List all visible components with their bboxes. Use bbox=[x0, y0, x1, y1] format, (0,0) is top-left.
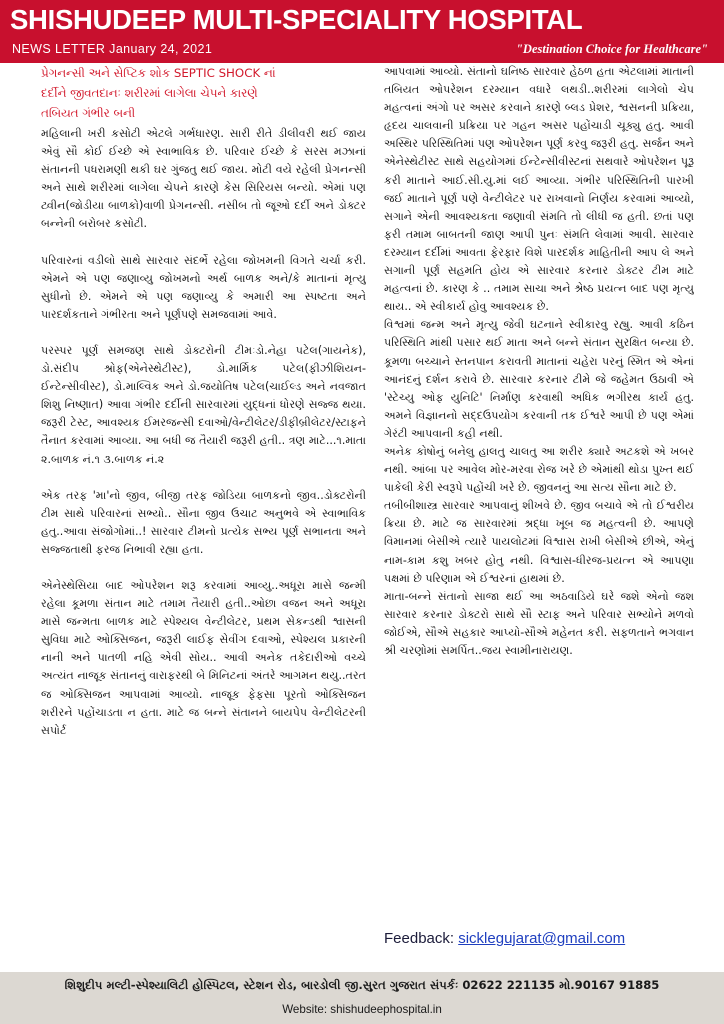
paragraph: આપવામાં આવ્યો. સંતાનો ઘનિષ્ઠ સારવાર હેઠળ હતા એટલામાં માતાની તબિયત ઓપરેશન દરમ્યાન વધારે લથડી..શરીરમાં લાગેલો ચેપ મહત્વનાં અંગો પર અસર કરવાને કારણે બ્લડ પ્રેશર, શ્વસનની પ્રક્રિયા, હૃદય ચાલવાની પ્રક્રિયા પર ગહન અસર પહોંચાડી ચૂક્યુ હતુ. આવી અસ્થિર પરિસ્થિતિમાં પણ ઓપરેશન પૂર્ણ કરવુ જરૂરી હતુ. સર્જન અને એનેસ્થેટીસ્ટ સાથે સહયોગમાં ઈન્ટેન્સીવીસ્ટનાં સથવારે ઓપરેશન પૂરૂ કરી માતાને આઈ.સી.યુ.માં લઈ આવ્યા. ગંભીર પરિસ્થિતિની પારખી જઈ માતાને પૂર્ણ પણે વેન્ટીલેટર પર રાખવાનો નિર્ણય કરવામાં આવ્યો, સગાને એની આવશ્યકતા જણાવી સંમતિ તો લીધી જ હતી. છતાં પણ ફરી તમામ બાબતની જાણ આપી પુનઃ સંમતિ લેવામાં આવી. સારવાર દરમ્યાન દર્દીમાં આવતા ફેરફાર વિશે પારદર્શક માહિતીની આપ લે અને સગાની પૂર્ણ સહમતિ હોય એ સારવાર કરનાર ડોક્ટર ટીમ માટે મહત્વનાં છે. કારણ કે .. તમામ સાચા અને શ્રેષ્ઠ પ્રયત્ન બાદ પણ મૃત્યુ થાય.. એ સ્વીકાર્ય હોવુ આવશ્યક છે. bbox=[384, 65, 694, 314]
article-headline bbox=[41, 63, 366, 123]
paragraph: પરિવારનાં વડીલો સાથે સારવાર સંદર્ભે રહેલા જોખમની વિગતે ચર્ચા કરી. એમને એ પણ જણાવ્યુ જોખમનો અર્થ બાળક અને/કે માતાનાં મૃત્યુ સુધીનો છે. એમને એ પણ જણાવ્યુ કે અમારી આ સ્પષ્ટતા અને પારદર્શકતાને ગંભીરતા અને પૂર્ણપણે સમજવામાં આવે. bbox=[41, 253, 366, 321]
left-column bbox=[41, 63, 366, 961]
paragraph: એનેસ્થેસિયા બાદ ઓપરેશન શરૂ કરવામાં આવ્યુ..અધૂરા માસે જન્મી રહેલા કૂમળા સંતાન માટે તમામ તૈયારી હતી..ઓછા વજન અને અધૂરા માસે જન્મતા બાળક માટે સ્પેશ્યલ વેન્ટીલેટર, પ્રથમ સેકન્ડથી શ્વાસની સુવિધા માટે ઓક્સિજન, જરૂરી લાઈફ સેવીંગ દવાઓ, સ્પેશ્યલ પ્રકારની નાની અને પાતળી નહિ એવી સોય.. આવી અનેક તકેદારીઓ વચ્ચે અત્યંત નાજૂક સંતાનનું વારાફરથી બે મિનિટનાં અંતરે આગમન થયુ..તરત જ ઓક્સિજન આપવામાં આવ્યો. નાજૂક ફેફસા પૂરતો ઓક્સિજન શરીરને પહોંચાડતા ન હતા. માટે જ બન્ને સંતાનને બાયપેપ વેન્ટીલેટરની સપોર્ટ bbox=[41, 578, 366, 737]
paragraph: એક તરફ 'મા'નો જીવ, બીજી તરફ જોડિયા બાળકનો જીવ..ડોક્ટરોની ટીમ સાથે પરિવારનાં સભ્યો.. સૌના જીવ ઉચાટ અનુભવે એ સ્વાભાવિક હતુ..આવા સંજોગોમાં..! સારવાર ટીમનો પ્રત્યેક સભ્ય પૂર્ણ સભાનતા અને સજ્જતાથી ફરજ નિભાવી રહ્યા હતા. bbox=[41, 488, 366, 556]
paragraph: મહિલાની ખરી કસોટી એટલે ગર્ભધારણ. સારી રીતે ડીલીવરી થઈ જાય એવું સૌ કોઈ ઈચ્છે એ સ્વાભાવિક છે. પરિવાર ઈચ્છે કે સરસ મઝાનાં સંતાનની પધરામણી થકી ઘર ગુંજતુ થઈ જાય. મોટી વયે રહેલી પ્રેગનન્સી અને સાથે શરીરમાં લાગેલા ચેપને કારણે કેસ સિરિયસ બન્યો. એમાં પણ ટ્વીન(જોડીયા બાળકો)વાળી પ્રેગનન્સી. નસીબ તો જૂઓ દર્દી અને ડોક્ટર બન્નેની બરોબર કસોટી. bbox=[41, 127, 366, 231]
paragraph: માતા-બન્ને સંતાનો સાજા થઈ આ અઠવાડિયે ઘરે જશે એનો જશ સારવાર કરનાર ડોક્ટરો સાથે સૌ સ્ટાફ અને પરિવાર સભ્યોને મળવો જોઈએ, સૌએ સહકાર આપ્યો-સૌએ મહેનત કરી. સફળતાને ભગવાન શ્રી ચરણોમાં સમર્પિત..જય સ્વામીનારાયણ. bbox=[384, 589, 694, 657]
headline-line-3: તબિયત ગંભીર બની bbox=[41, 106, 136, 120]
footer-website[interactable]: Website: shishudeephospital.in bbox=[282, 1003, 442, 1016]
feedback-email-link[interactable]: sicklegujarat@gmail.com bbox=[458, 930, 626, 947]
headline-line-2: દર્દીને જીવતદાનઃ શરીરમાં લાગેલા ચેપને કારણે bbox=[41, 86, 258, 100]
headline-line-1: પ્રેગનન્સી અને સેપ્ટિક શોક SEPTIC SHOCK નાં bbox=[41, 66, 276, 80]
feedback-line bbox=[384, 930, 625, 947]
paragraph: તબીબીશાસ્ત્ર સારવાર આપવાનું શીખવે છે. જીવ બચાવે એ તો ઈશ્વરીય ક્રિયા છે. માટે જ સારવારમાં શ્રદ્ધા ખૂબ જ મહત્વની છે. આપણે વિમાનમાં બેસીએ ત્યારે પાયલોટમાં વિશ્વાસ રાખી બેસીએ છીએ, એનું નામ-કામ કશુ ખબર હોતુ નથી. વિશ્વાસ-ધીરજ-પ્રયત્ન એ આપણા પક્ષમાં છે પરિણામ એ ઈશ્વરનાં હાથમાં છે. bbox=[384, 499, 694, 585]
newsletter-date: NEWS LETTER January 24, 2021 bbox=[12, 42, 213, 56]
paragraph: અનેક કોષોનું બનેલુ હાલતુ ચાલતુ આ શરીર ક્યારે અટકશે એ ખબર નથી. આંબા પર આવેલ મોર-મરવા રોજ ખરે છે એમાંથી થોડા પુખ્ત થઈ પાકેલી કેરી સ્વરૂપે પહોંચી ખરે છે. જીવનનું આ સત્ય સૌના માટે છે. bbox=[384, 444, 694, 495]
hospital-title: SHISHUDEEP MULTI-SPECIALITY HOSPITAL bbox=[10, 4, 583, 35]
footer bbox=[0, 972, 724, 1024]
feedback-label: Feedback: bbox=[384, 930, 459, 947]
right-column bbox=[384, 63, 694, 924]
tagline: "Destination Choice for Healthcare" bbox=[515, 42, 708, 56]
newsletter-header bbox=[0, 0, 724, 63]
footer-address: શિશુદીપ મલ્ટી-સ્પેશ્યાલિટી હોસ્પિટલ, સ્ટેશન રોડ, બારડોલી જી.સુરત ગુજરાત સંપર્કઃ 02622 221135 મો.90167 91885 bbox=[64, 978, 660, 992]
paragraph: વિશ્વમાં જન્મ અને મૃત્યુ જેવી ઘટનાને સ્વીકારવુ રહ્યુ. આવી કઠિન પરિસ્થિતિ માંથી પસાર થઈ માતા અને બન્ને સંતાન સુરક્ષિત બન્યા છે. કૂમળા બચ્ચાને સ્તનપાન કરાવતી માતાનાં ચહેરા પરનું સ્મિત એ એનાં આનંદનું દર્શન કરાવે છે. સારવાર કરનાર ટીમે જે જહેમત ઉઠાવી એ 'સ્ટેચ્યુ ઓફ યુનિટિ' નિર્માણ કરવાથી અધિક ભગીરથ કાર્ય હતુ. અમને વિજ્ઞાનનો સદ્દઉપયોગ કરવાની તક ઈશ્વરે આપી છે પણ એમાં ગેરંટી આપવાની કહી નથી. bbox=[384, 318, 694, 440]
paragraph: પરસ્પર પૂર્ણ સમજણ સાથે ડોક્ટરોની ટીમઃડો.નેહા પટેલ(ગાયનેક), ડો.સંદીપ શ્રોફ(એનેસ્થેટીસ્ટ), ડો.માર્મિક પટેલ(ફીઝીશિયન-ઈન્ટેન્સીવીસ્ટ), ડો.માલ્વિક અને ડો.જયોતિષ પટેલ(ચાઈલ્ડ અને નવજાત શિશુ નિષ્ણાત) આવા ગંભીર દર્દીની સારવારમાં યુદ્ધનાં ધોરણે સજ્જ થયા. જરૂરી ટેસ્ટ, આવશ્યક ઈમરજન્સી દવાઓ/વેન્ટીલેટર/ડીફીબ્રીલેટર/સ્ટાફને તૈનાત કરવામાં આવ્યા. આ બધી જ તૈયારી જરૂરી હતી.. ત્રણ માટે...૧.માતા ૨.બાળક નં.૧ ૩.બાળક નં.૨ bbox=[41, 343, 366, 466]
